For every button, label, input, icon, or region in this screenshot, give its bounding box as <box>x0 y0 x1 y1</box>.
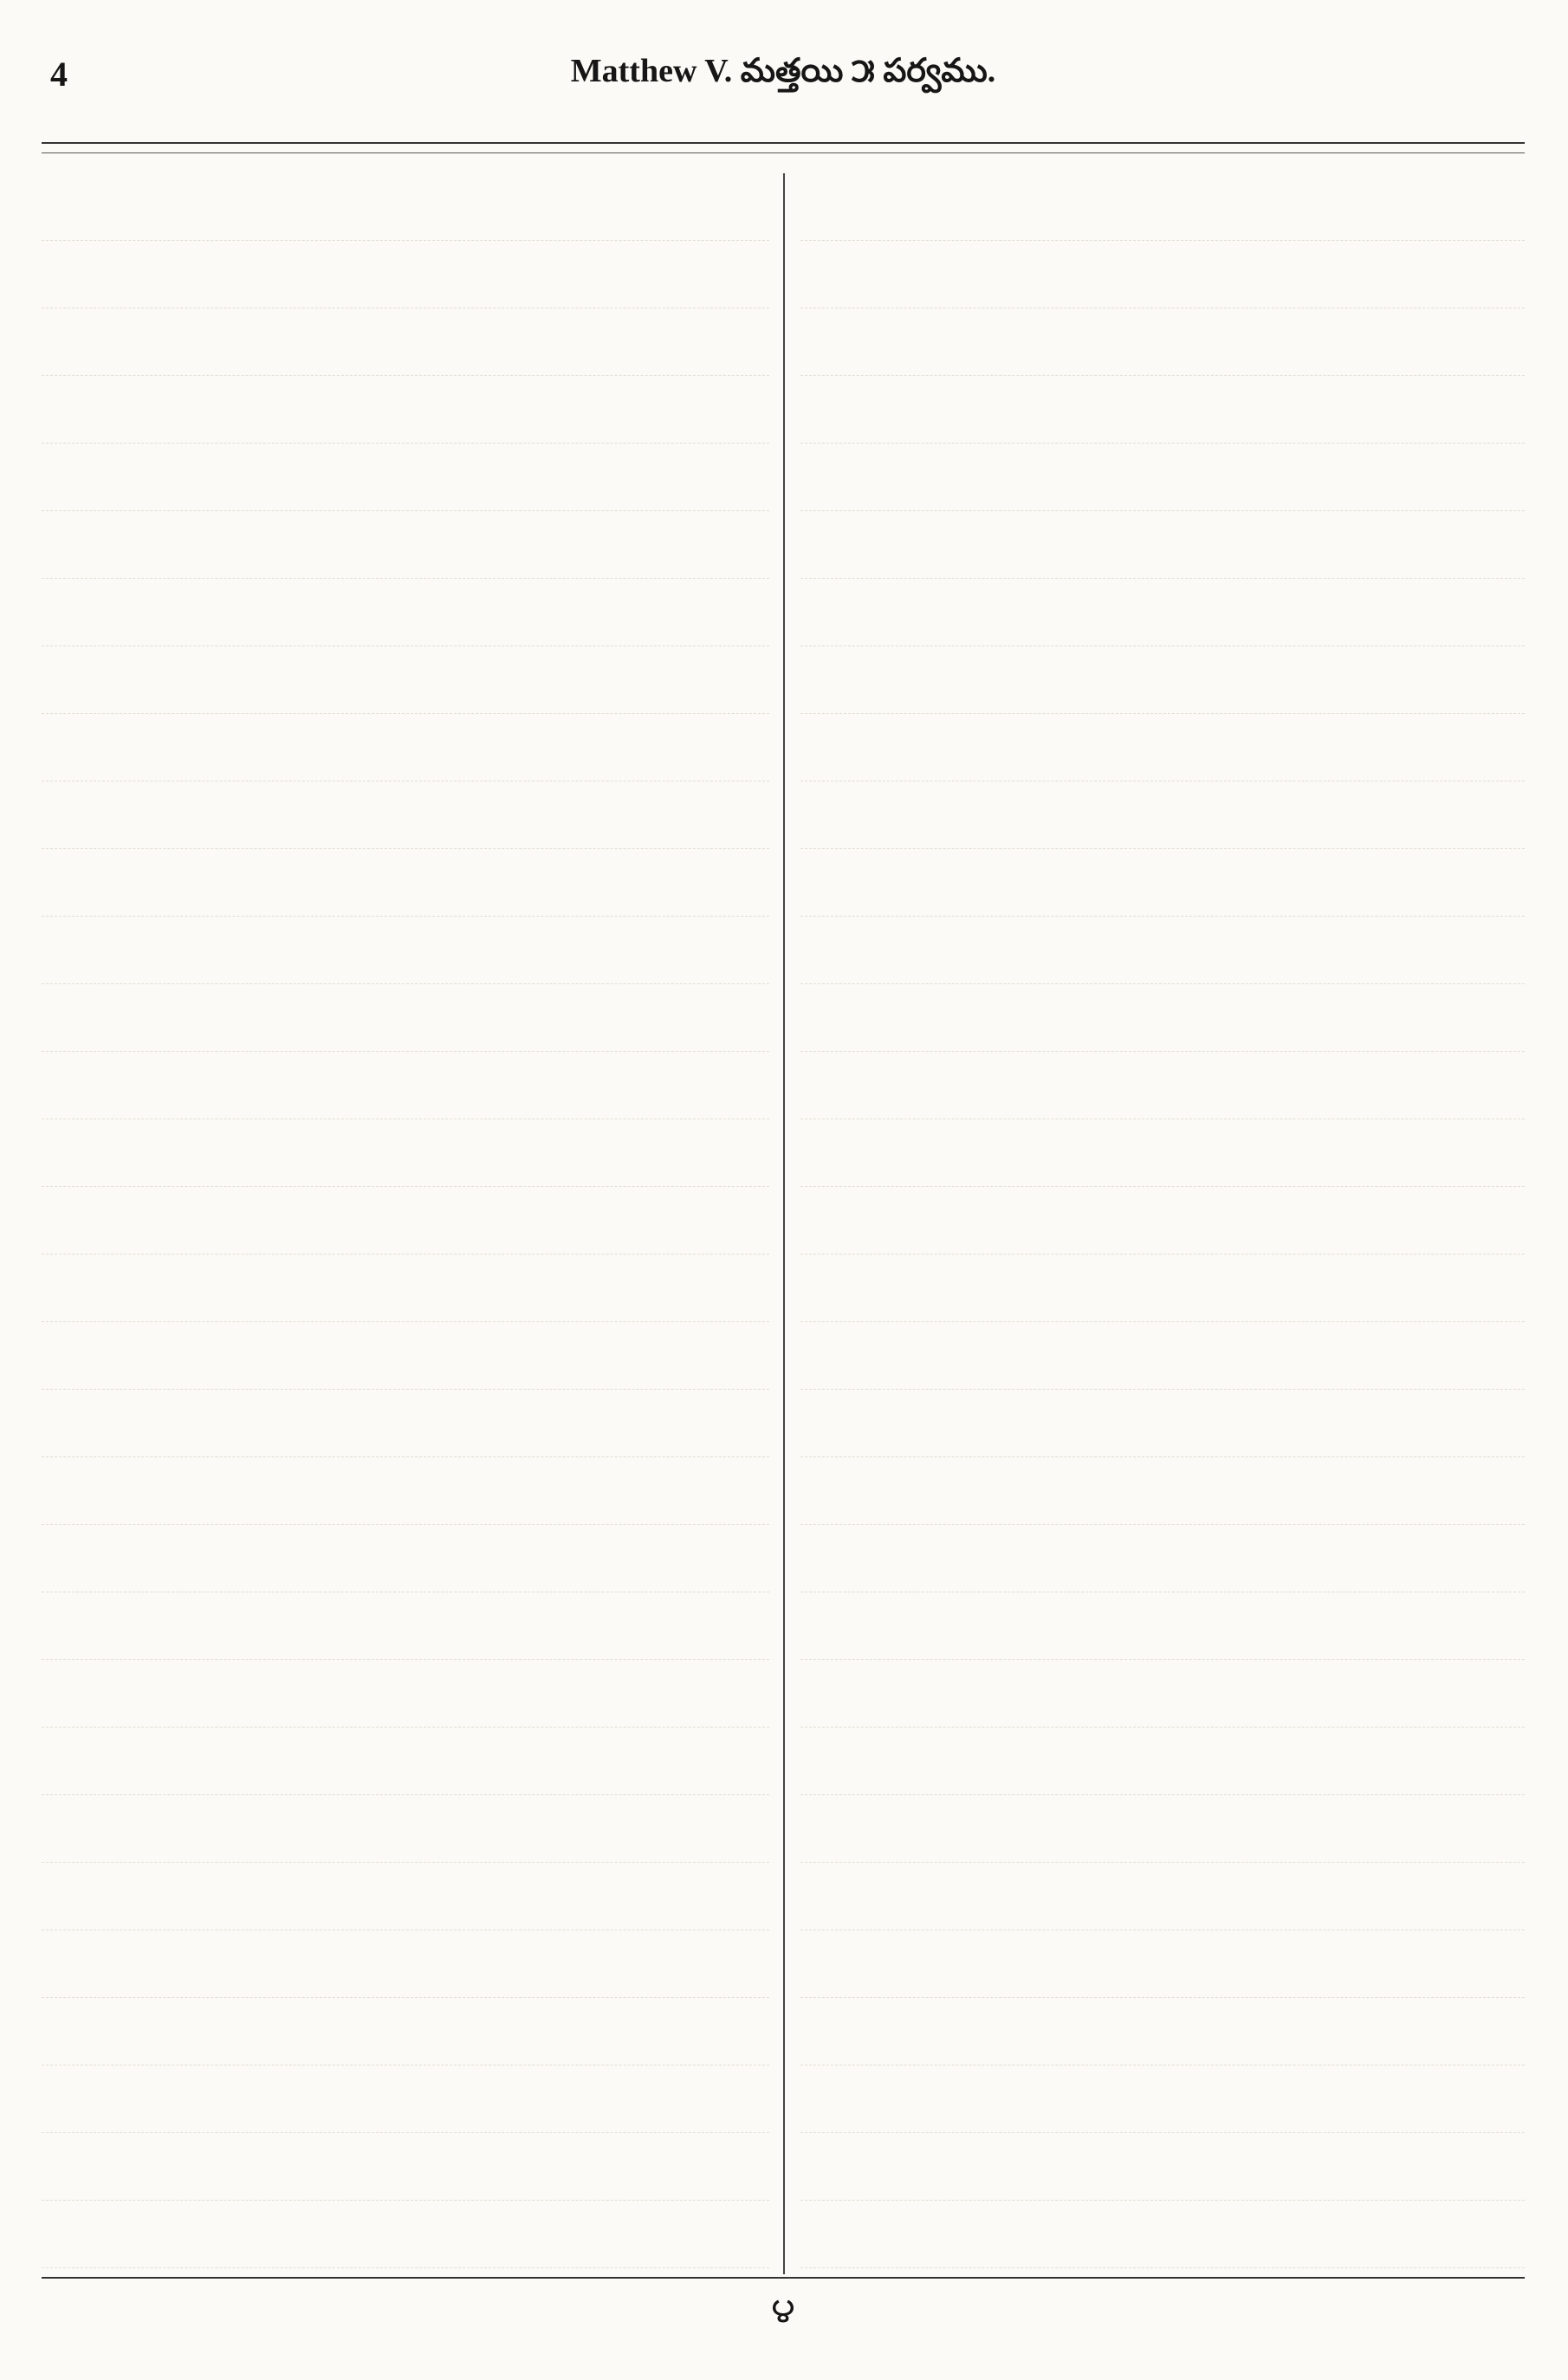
text-line <box>42 308 769 376</box>
text-line <box>42 1728 769 1795</box>
text-line <box>42 173 769 241</box>
text-line <box>42 579 769 646</box>
text-line <box>42 444 769 511</box>
text-line <box>42 646 769 714</box>
text-line <box>42 511 769 579</box>
text-line <box>800 241 1525 308</box>
text-line <box>800 1795 1525 1863</box>
text-line <box>800 714 1525 781</box>
text-line <box>42 1795 769 1863</box>
text-line <box>800 1052 1525 1119</box>
text-line <box>42 376 769 444</box>
text-line <box>800 984 1525 1052</box>
text-line <box>800 2065 1525 2133</box>
text-line <box>800 646 1525 714</box>
text-line <box>42 1119 769 1187</box>
text-line <box>42 1255 769 1322</box>
text-line <box>800 376 1525 444</box>
page-number: 4 <box>50 55 68 94</box>
text-line <box>42 1592 769 1660</box>
text-line <box>800 917 1525 984</box>
text-line <box>800 781 1525 849</box>
text-line <box>800 1728 1525 1795</box>
text-line <box>42 1863 769 1930</box>
text-line <box>42 1525 769 1592</box>
right-column <box>800 173 1525 2274</box>
text-line <box>800 579 1525 646</box>
page <box>42 35 1525 2339</box>
text-line <box>42 984 769 1052</box>
text-line <box>800 1119 1525 1187</box>
text-line <box>800 1187 1525 1255</box>
text-line <box>42 2133 769 2201</box>
text-line <box>800 1457 1525 1525</box>
footer-rule <box>42 2277 1525 2279</box>
left-column <box>42 173 769 2274</box>
running-head: Matthew V. మత్తయి ౫ పర్వము. <box>570 53 996 89</box>
text-line <box>800 308 1525 376</box>
text-line <box>800 1998 1525 2065</box>
text-line <box>800 444 1525 511</box>
text-line <box>800 2201 1525 2268</box>
text-line <box>42 1187 769 1255</box>
text-line <box>42 714 769 781</box>
text-line <box>42 1930 769 1998</box>
text-line <box>800 173 1525 241</box>
header-rule-thin <box>42 152 1525 153</box>
text-line <box>42 1052 769 1119</box>
column-divider <box>783 173 785 2274</box>
text-line <box>800 511 1525 579</box>
text-line <box>42 1660 769 1728</box>
text-line <box>42 1998 769 2065</box>
text-line <box>42 1390 769 1457</box>
text-line <box>800 1660 1525 1728</box>
text-line <box>42 2065 769 2133</box>
text-line <box>800 1322 1525 1390</box>
text-line <box>800 1525 1525 1592</box>
header-rule <box>42 142 1525 144</box>
text-line <box>800 1255 1525 1322</box>
text-line <box>800 2133 1525 2201</box>
text-line <box>800 849 1525 917</box>
text-line <box>800 1863 1525 1930</box>
signature-mark: ౪ <box>771 2291 795 2331</box>
text-line <box>42 1322 769 1390</box>
text-line <box>42 849 769 917</box>
text-line <box>42 2201 769 2268</box>
text-line <box>42 1457 769 1525</box>
text-line <box>42 241 769 308</box>
text-line <box>42 917 769 984</box>
text-line <box>800 1390 1525 1457</box>
text-line <box>800 1930 1525 1998</box>
text-line <box>42 781 769 849</box>
text-line <box>800 1592 1525 1660</box>
